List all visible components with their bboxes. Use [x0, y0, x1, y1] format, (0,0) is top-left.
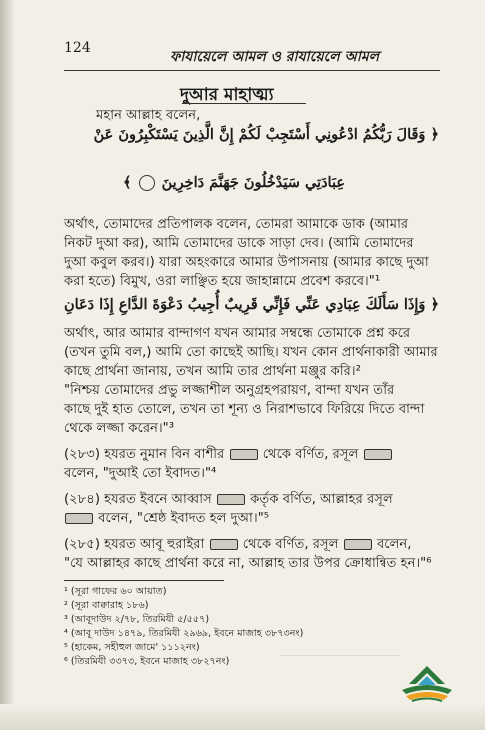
arabic-verse-1b: [123, 174, 345, 191]
paragraph-line: থেকে লজ্জা করেন।"³: [64, 421, 175, 436]
paragraph-line: দুআ কবুল করব।) যারা অহংকারে আমার উপাসনায় (আমার কাছে দুআ: [64, 255, 429, 270]
hadith-284-line: [64, 490, 442, 509]
intro-line: মহান আল্লাহ বলেন,: [96, 108, 201, 123]
verse-close-bracket: ﴾: [122, 174, 132, 191]
hadith-285-line: [64, 535, 442, 554]
text-span: (২৮৫) হযরত আবূ হুরাইরা: [64, 537, 209, 552]
arabic-text: عِبَادَتِي سَيَدْخُلُونَ جَهَنَّمَ دَاخِرِينَ: [161, 174, 345, 191]
paragraph-line: "নিশ্চয় তোমাদের প্রভু লজ্জাশীল অনুগ্রহপরায়ণ, বান্দা যখন তাঁর: [64, 383, 395, 398]
salutation-icon: [364, 449, 392, 460]
text-span: কর্তৃক বর্ণিত, আল্লাহর রসূল: [246, 492, 393, 507]
section-heading: দুআর মাহাত্ম্য: [180, 85, 274, 105]
footnote: ³ (আবূদাউদ ২/৭৮, তিরমিযী ৫/৫৫৭): [64, 614, 210, 625]
header-rule: [64, 70, 440, 71]
footnote-rule: [64, 580, 224, 581]
honorific-icon: [210, 539, 238, 550]
honorific-icon: [230, 449, 258, 460]
heading-underline: [182, 103, 306, 104]
hadith-283-line: [64, 445, 442, 464]
arabic-verse-2: [64, 296, 439, 313]
bleed-through-mark: [280, 655, 400, 670]
footnote: ² (সূরা বাক্বারাহ ১৮৬): [64, 600, 149, 611]
footnote: ⁵ (হাকেম, সহীহুল জামে' ১১১২নং): [64, 642, 200, 653]
arabic-text: وَقَالَ رَبُّكُمُ ادْعُونِي أَسْتَجِبْ لَكُمْ إِنَّ الَّذِينَ يَسْتَكْبِرُونَ عَنْ: [93, 126, 426, 143]
arabic-verse-1a: [94, 126, 439, 143]
arabic-text: وَإِذَا سَأَلَكَ عِبَادِي عَنِّي فَإِنِّي قَرِيبٌ أُجِيبُ دَعْوَةَ الدَّاعِ إِذَا دَعَانِ: [63, 296, 426, 313]
paragraph-line: নিকট দুআ কর), আমি তোমাদের ডাকে সাড়া দেব। (আমি তোমাদের: [64, 236, 414, 251]
ayah-end-icon: [139, 175, 155, 191]
hadith-285-line: "যে আল্লাহর কাছে প্রার্থনা করে না, আল্লাহ তার উপর ক্রোধান্বিত হন।"⁶: [64, 556, 432, 571]
footnote: ⁶ (তিরমিযী ৩৩৭৩, ইবনে মাজাহ ৩৮২৭নং): [64, 656, 230, 667]
paragraph-line: করা হতে) বিমুখ, ওরা লাঞ্ছিত হয়ে জাহান্নামে প্রবেশ করবে।"¹: [64, 274, 381, 289]
text-span: থেকে বর্ণিত, রসূল: [238, 537, 343, 552]
verse-open-bracket: ﴿: [430, 296, 439, 313]
honorific-icon: [217, 494, 245, 505]
paragraph-line: অর্থাৎ, তোমাদের প্রতিপালক বলেন, তোমরা আমাকে ডাক (আমার: [64, 217, 409, 232]
text-span: থেকে বর্ণিত, রসূল: [258, 447, 363, 462]
paragraph-line: অর্থাৎ, আর আমার বান্দাগণ যখন আমার সম্বন্ধে তোমাকে প্রশ্ন করে: [64, 326, 411, 341]
paragraph-line: কাছে দুই হাত তোলে, তখন তা শূন্য ও নিরাশভাবে ফিরিয়ে দিতে বান্দা: [64, 402, 425, 417]
publisher-logo-icon: [398, 664, 456, 704]
text-span: (২৮৩) হযরত নুমান বিন বাশীর: [64, 447, 229, 462]
salutation-icon: [65, 513, 93, 524]
hadith-283-line: বলেন, "দুআই তো ইবাদত।"⁴: [64, 466, 217, 481]
hadith-284-line: [64, 509, 442, 528]
verse-open-bracket: ﴿: [430, 126, 439, 143]
text-span: বলেন, "শ্রেষ্ঠ ইবাদত হল দুআ।"⁵: [94, 511, 270, 526]
page-number: 124: [64, 40, 91, 56]
footnote: ¹ (সূরা গাফের ৬০ আয়াত): [64, 586, 167, 597]
text-span: (২৮৪) হযরত ইবনে আব্বাস: [64, 492, 216, 507]
text-span: বলেন,: [372, 537, 412, 552]
salutation-icon: [344, 539, 372, 550]
paragraph-line: কাছে প্রার্থনা জানায়, তখন আমি তার প্রার্থনা মঞ্জুর করি।²: [64, 364, 361, 379]
page-bottom-shadow: [0, 704, 485, 730]
page-gutter-shadow: [0, 0, 14, 730]
running-header: ফাযায়েলে আমল ও রাযায়েলে আমল: [170, 49, 380, 65]
paragraph-line: (তখন তুমি বল,) আমি তো কাছেই আছি। যখন কোন প্রার্থনাকারী আমার: [64, 345, 438, 360]
footnote: ⁴ (আবূ দাউদ ১৪৭৯, তিরমিযী ২৯৬৯, ইবনে মাজাহ ৩৮৭৩নং): [64, 628, 304, 639]
